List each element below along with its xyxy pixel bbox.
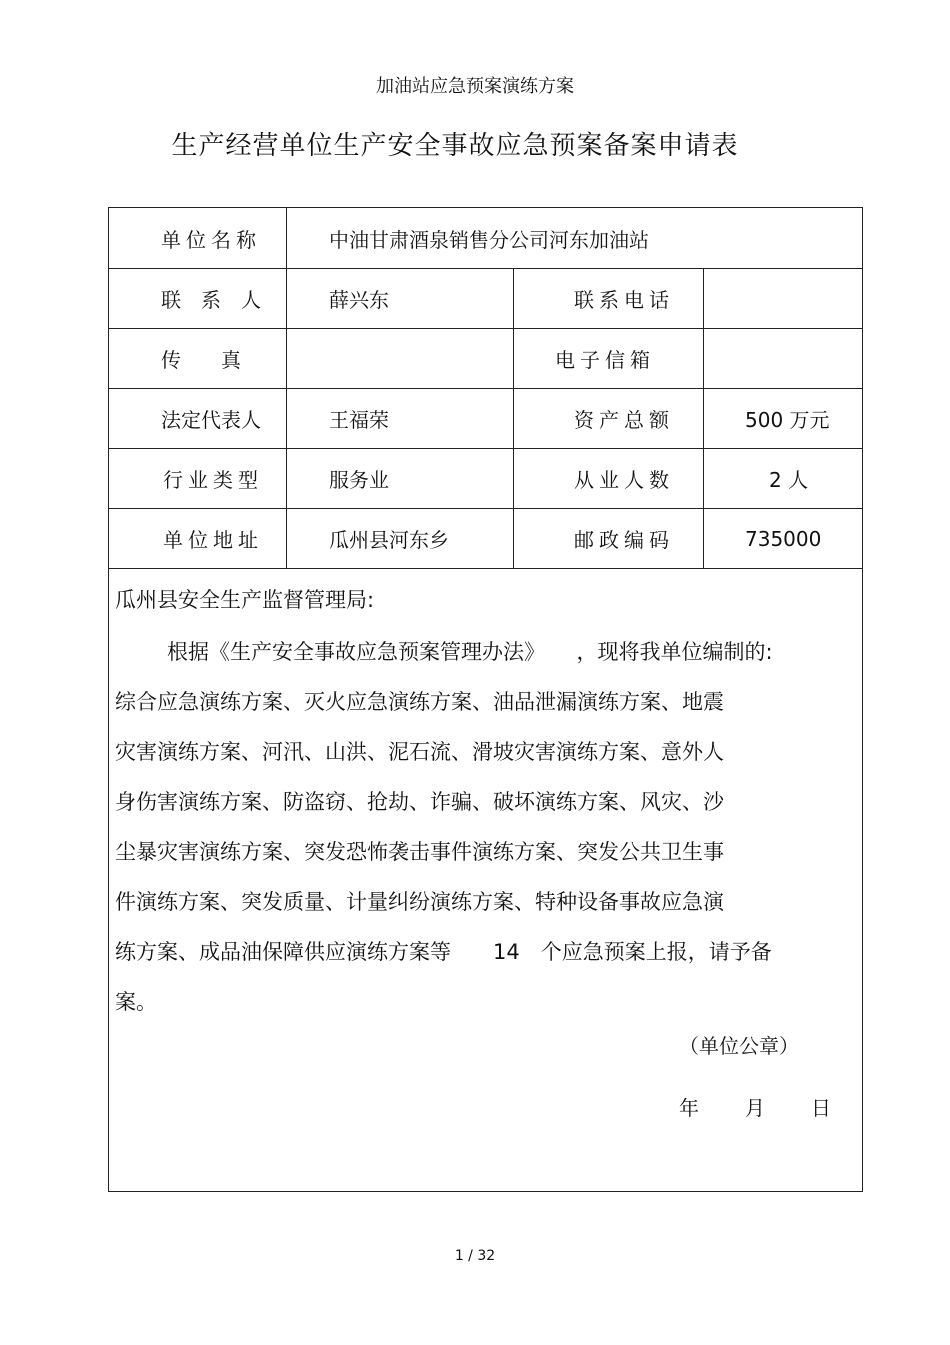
letter-line: 根据《生产安全事故应急预案管理办法》 ，现将我单位编制的: <box>167 640 773 664</box>
letter-line: 灾害演练方案、河汛、山洪、泥石流、滑坡灾害演练方案、意外人 <box>115 740 724 764</box>
address-label: 单位地址 <box>163 528 263 552</box>
legal-rep-value: 王福荣 <box>329 408 389 432</box>
address-value: 瓜州县河东乡 <box>329 528 449 552</box>
application-form <box>108 207 863 1192</box>
employees-value: 2 人 <box>769 468 809 492</box>
contact-value: 薛兴东 <box>329 288 389 312</box>
row-address <box>109 509 862 569</box>
phone-label: 联系电话 <box>574 288 674 312</box>
letter-addressee: 瓜州县安全生产监督管理局: <box>115 588 375 612</box>
row-unit-name <box>109 208 862 269</box>
form-title: 生产经营单位生产安全事故应急预案备案申请表 <box>171 131 739 161</box>
contact-label: 联 系 人 <box>161 288 261 312</box>
legal-rep-label: 法定代表人 <box>161 408 261 432</box>
email-label: 电子信箱 <box>555 348 655 372</box>
row-fax <box>109 329 862 389</box>
unit-name-label: 单位名称 <box>161 227 261 252</box>
row-contact <box>109 269 862 329</box>
industry-value: 服务业 <box>329 468 389 492</box>
letter-line: 件演练方案、突发质量、计量纠纷演练方案、特种设备事故应急演 <box>115 890 724 914</box>
industry-label: 行业类型 <box>163 468 263 492</box>
row-industry <box>109 449 862 509</box>
date-line: 年 月 日 <box>679 1096 833 1120</box>
letter-line: 尘暴灾害演练方案、突发恐怖袭击事件演练方案、突发公共卫生事 <box>115 840 724 864</box>
row-legal-rep <box>109 389 862 449</box>
letter-line: 综合应急演练方案、灭火应急演练方案、油品泄漏演练方案、地震 <box>115 690 724 714</box>
postcode-value: 735000 <box>745 526 822 551</box>
unit-seal-note: （单位公章） <box>679 1034 799 1058</box>
fax-label: 传 真 <box>161 348 241 372</box>
employees-label: 从业人数 <box>574 468 674 492</box>
page-header: 加油站应急预案演练方案 <box>376 76 574 97</box>
postcode-label: 邮政编码 <box>574 528 674 552</box>
unit-name-value: 中油甘肃酒泉销售分公司河东加油站 <box>329 227 649 252</box>
letter-line: 练方案、成品油保障供应演练方案等 14 个应急预案上报，请予备 <box>115 940 772 964</box>
page-number: 1 / 32 <box>454 1248 496 1264</box>
assets-label: 资产总额 <box>574 408 674 432</box>
letter-line: 身伤害演练方案、防盗窃、抢劫、诈骗、破坏演练方案、风灾、沙 <box>115 790 724 814</box>
letter-line: 案。 <box>115 990 157 1014</box>
assets-value: 500 万元 <box>745 408 830 432</box>
